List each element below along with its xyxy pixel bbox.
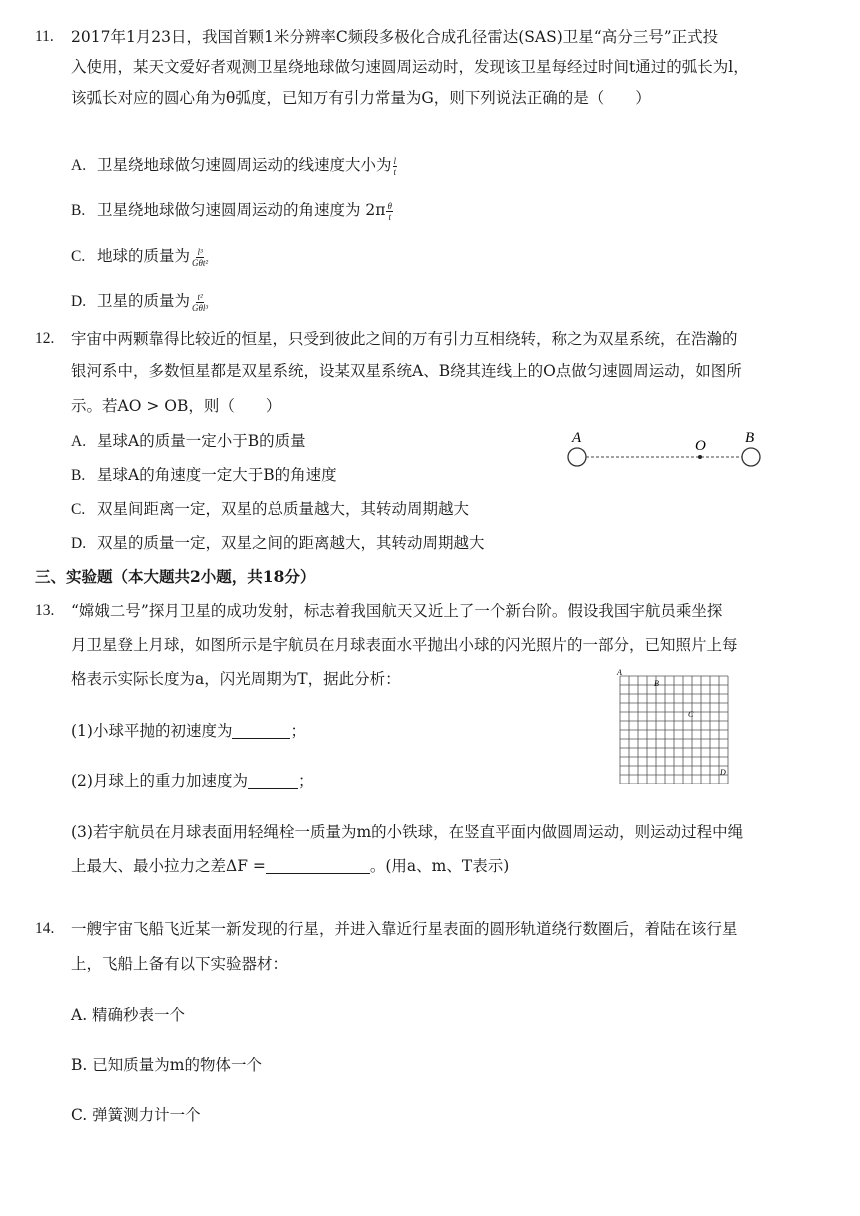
option-letter: D. bbox=[71, 535, 87, 552]
option-text: 卫星绕地球做匀速圆周运动的线速度大小为 bbox=[97, 156, 392, 174]
q12-number: 12. bbox=[35, 330, 55, 347]
option-text: 双星间距离一定，双星的总质量越大，其转动周期越大 bbox=[97, 500, 470, 518]
part-text: (2)月球上的重力加速度为 bbox=[71, 772, 248, 790]
q14-item-c: C. 弹簧测力计一个 bbox=[71, 1106, 201, 1124]
option-text: 地球的质量为 bbox=[97, 247, 191, 265]
part-suffix: ； bbox=[290, 722, 306, 740]
flash-photo-grid-figure bbox=[608, 664, 732, 784]
label-c: C bbox=[688, 710, 694, 719]
q14-item-a: A. 精确秒表一个 bbox=[71, 1006, 186, 1024]
q13-stem-line3: 格表示实际长度为a，闪光周期为T，据此分析： bbox=[71, 670, 401, 688]
part-text: (1)小球平抛的初速度为 bbox=[71, 722, 233, 740]
q13-stem-line1: “嫦娥二号”探月卫星的成功发射，标志着我国航天又近上了一个新台阶。假设我国宇航员乘坐探 bbox=[71, 602, 723, 620]
label-b: B bbox=[654, 679, 659, 688]
label-d: D bbox=[720, 768, 726, 777]
part-suffix: ； bbox=[297, 772, 314, 790]
q12-stem-line3: 示。若AO > OB，则（ ） bbox=[71, 397, 282, 415]
option-letter: B. bbox=[71, 202, 86, 219]
label-a: A bbox=[617, 668, 622, 677]
answer-blank[interactable] bbox=[266, 857, 370, 874]
denominator: t bbox=[393, 166, 397, 177]
point-o bbox=[698, 455, 702, 459]
q11-stem-line3: 该弧长对应的圆心角为θ弧度，已知万有引力常量为G，则下列说法正确的是（ ） bbox=[71, 89, 651, 107]
option-letter: C. bbox=[71, 501, 86, 518]
star-b-circle bbox=[742, 448, 760, 466]
option-letter: A. bbox=[71, 433, 87, 450]
label-a: A bbox=[572, 430, 582, 446]
numerator: t² bbox=[197, 291, 203, 302]
fraction bbox=[191, 292, 209, 313]
q12-stem-line2: 银河系中，多数恒星都是双星系统，设某双星系统A、B绕其连线上的O点做匀速圆周运动，如图所 bbox=[71, 362, 742, 380]
part-suffix: 。(用a、m、T表示) bbox=[369, 857, 510, 875]
denominator: Gθl³ bbox=[192, 302, 209, 313]
answer-blank[interactable] bbox=[248, 772, 298, 789]
q14-stem-line2: 上，飞船上备有以下实验器材： bbox=[71, 955, 289, 973]
option-text: 星球A的质量一定小于B的质量 bbox=[97, 432, 306, 450]
answer-blank[interactable] bbox=[232, 722, 290, 739]
q11-option-d bbox=[71, 290, 210, 313]
part-text: 上最大、最小拉力之差ΔF = bbox=[71, 857, 266, 875]
q11-option-a bbox=[71, 154, 398, 177]
option-text: 星球A的角速度一定大于B的角速度 bbox=[97, 466, 337, 484]
q12-option-b bbox=[71, 464, 337, 487]
denominator: Gθt² bbox=[192, 257, 209, 268]
q14-stem-line1: 一艘宇宙飞船飞近某一新发现的行星，并进入靠近行星表面的圆形轨道绕行数圈后，着陆在该行星 bbox=[71, 920, 738, 938]
q13-part1 bbox=[71, 720, 306, 742]
q11-number: 11. bbox=[35, 28, 54, 45]
q13-part3-line1: (3)若宇航员在月球表面用轻绳栓一质量为m的小铁球，在竖直平面内做圆周运动，则运动过程中绳 bbox=[71, 823, 744, 841]
option-letter: A. bbox=[71, 157, 87, 174]
fraction bbox=[393, 156, 398, 177]
option-text: 双星的质量一定，双星之间的距离越大，其转动周期越大 bbox=[97, 534, 485, 552]
fraction bbox=[386, 201, 392, 222]
label-o: O bbox=[695, 438, 706, 454]
binary-star-figure bbox=[560, 428, 770, 474]
numerator: l bbox=[393, 155, 397, 166]
q14-item-b: B. 已知质量为m的物体一个 bbox=[71, 1056, 262, 1074]
option-letter: C. bbox=[71, 248, 86, 265]
label-b: B bbox=[745, 430, 755, 446]
q12-option-d bbox=[71, 532, 485, 555]
q13-part3-line2 bbox=[71, 855, 509, 877]
star-a-circle bbox=[568, 448, 586, 466]
q12-option-a bbox=[71, 430, 306, 453]
denominator: t bbox=[388, 211, 391, 222]
section-heading: 三、实验题（本大题共2小题，共18分） bbox=[35, 567, 316, 586]
q11-stem-line1: 2017年1月23日，我国首颗1米分辨率C频段多极化合成孔径雷达(SAS)卫星“高分三号”正式投 bbox=[71, 28, 719, 46]
grid-lines bbox=[620, 676, 728, 784]
q11-option-b bbox=[71, 199, 394, 222]
numerator: l³ bbox=[197, 246, 203, 257]
q14-number: 14. bbox=[35, 920, 55, 937]
q11-option-c bbox=[71, 245, 210, 268]
option-letter: B. bbox=[71, 467, 86, 484]
numerator: θ bbox=[387, 200, 392, 211]
fraction bbox=[191, 247, 209, 268]
q12-option-c bbox=[71, 498, 469, 521]
q13-part2 bbox=[71, 770, 313, 792]
q11-stem-line2: 入使用，某天文爱好者观测卫星绕地球做匀速圆周运动时，发现该卫星每经过时间t通过的弧长为l， bbox=[71, 58, 749, 76]
option-letter: D. bbox=[71, 293, 87, 310]
q13-number: 13. bbox=[35, 602, 55, 619]
option-text: 卫星的质量为 bbox=[97, 292, 191, 310]
q13-stem-line2: 月卫星登上月球，如图所示是宇航员在月球表面水平抛出小球的闪光照片的一部分，已知照片上每 bbox=[71, 636, 738, 654]
q12-stem-line1: 宇宙中两颗靠得比较近的恒星，只受到彼此之间的万有引力互相绕转，称之为双星系统，在浩瀚的 bbox=[71, 330, 738, 348]
option-text: 卫星绕地球做匀速圆周运动的角速度为 2π bbox=[97, 201, 386, 219]
